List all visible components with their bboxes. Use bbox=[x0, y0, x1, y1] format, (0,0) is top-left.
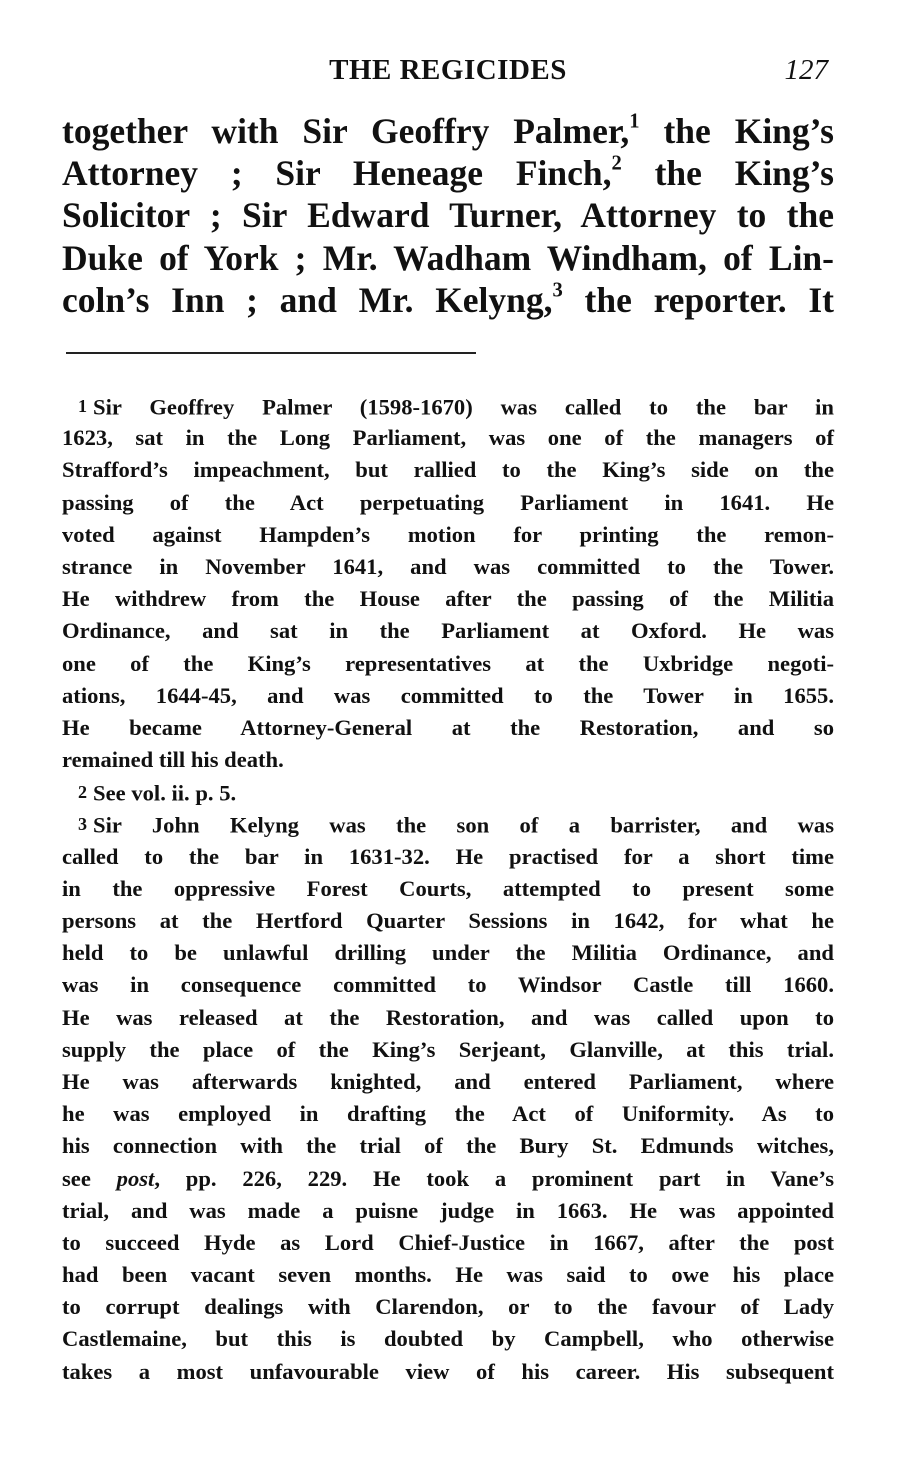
footnote-ref: 3 bbox=[552, 279, 563, 302]
footnote-line: He was afterwards knighted, and entered Parliament, where bbox=[62, 1068, 834, 1094]
footnote-line: Strafford’s impeachment, but rallied to the King’s side on the bbox=[62, 457, 834, 483]
footnote-mark: 2 bbox=[78, 782, 88, 803]
footnote-ref: 2 bbox=[611, 152, 622, 175]
footnote-line: 3 Sir John Kelyng was the son of a barrister, and was bbox=[78, 813, 834, 839]
footnote-line: held to be unlawful drilling under the Militia Ordinance, and bbox=[62, 940, 834, 966]
footnote-line: see post, pp. 226, 229. He took a prominent part in Vane’s bbox=[62, 1165, 835, 1191]
footnote-line: He was released at the Restoration, and was called upon to bbox=[62, 1004, 834, 1030]
main-text-line: Attorney ; Sir Heneage Finch,$^2$ the King’s bbox=[62, 152, 834, 194]
footnote-line: was in consequence committed to Windsor Castle till 1660. bbox=[62, 972, 834, 998]
footnote-line: passing of the Act perpetuating Parliament in 1641. He bbox=[62, 489, 834, 515]
footnote-divider bbox=[66, 352, 476, 354]
main-text-line: Solicitor ; Sir Edward Turner, Attorney to the bbox=[62, 195, 834, 236]
footnotes bbox=[62, 390, 834, 1388]
footnote-line: ations, 1644-45, and was committed to the Tower in 1655. bbox=[62, 682, 834, 708]
footnote-line: 2 See vol. ii. p. 5. bbox=[78, 780, 237, 806]
footnote-line: had been vacant seven months. He was said to owe his place bbox=[62, 1262, 834, 1288]
footnote-line: one of the King’s representatives at the Uxbridge negoti- bbox=[62, 650, 834, 676]
running-head bbox=[62, 52, 834, 88]
footnote-line: Ordinance, and sat in the Parliament at Oxford. He was bbox=[62, 618, 834, 644]
footnote-line: called to the bar in 1631-32. He practised for a short time bbox=[62, 843, 834, 869]
main-text-line: Duke of York ; Mr. Wadham Windham, of Lin- bbox=[62, 237, 834, 278]
footnote-line: supply the place of the King’s Serjeant, Glanville, at this trial. bbox=[62, 1036, 834, 1062]
footnote-line: 1623, sat in the Long Parliament, was one of the managers of bbox=[62, 425, 834, 451]
italic-post: post bbox=[116, 1165, 155, 1191]
running-title: THE REGICIDES bbox=[329, 54, 567, 86]
footnote-ref: 1 bbox=[629, 110, 640, 133]
main-text bbox=[62, 110, 834, 321]
book-page bbox=[62, 0, 834, 1474]
page-number: 127 bbox=[784, 54, 828, 86]
footnote-line: he was employed in drafting the Act of Uniformity. As to bbox=[62, 1101, 834, 1127]
footnote-line: strance in November 1641, and was committed to the Tower. bbox=[62, 553, 834, 579]
footnote-line: his connection with the trial of the Bury St. Edmunds witches, bbox=[62, 1133, 834, 1159]
footnote-line: takes a most unfavourable view of his career. His subsequent bbox=[62, 1358, 834, 1384]
main-text-line: coln’s Inn ; and Mr. Kelyng,$^3$ the reporter. It bbox=[62, 279, 834, 320]
footnote-mark: 3 bbox=[78, 814, 88, 835]
footnote-line: persons at the Hertford Quarter Sessions in 1642, for what he bbox=[62, 908, 834, 933]
footnote-line: He withdrew from the House after the passing of the Militia bbox=[62, 586, 834, 612]
footnote-line: voted against Hampden’s motion for printing the remon- bbox=[62, 521, 834, 547]
footnote-line: Castlemaine, but this is doubted by Campbell, who otherwise bbox=[62, 1326, 834, 1352]
footnote-mark: 1 bbox=[78, 396, 88, 416]
footnote-line: trial, and was made a puisne judge in 1663. He was appointed bbox=[62, 1197, 834, 1223]
footnote-line: in the oppressive Forest Courts, attempted to present some bbox=[62, 875, 834, 901]
footnote-line: remained till his death. bbox=[62, 747, 284, 773]
footnote-line: to corrupt dealings with Clarendon, or to the favour of Lady bbox=[62, 1294, 834, 1320]
main-text-line: together with Sir Geoffry Palmer,$^1$ the King’s bbox=[62, 110, 834, 151]
footnote-line: He became Attorney-General at the Restoration, and so bbox=[62, 714, 834, 740]
footnote-line: to succeed Hyde as Lord Chief-Justice in 1667, after the post bbox=[62, 1229, 834, 1255]
footnote-line: 1 Sir Geoffrey Palmer (1598-1670) was called to the bar in bbox=[78, 394, 834, 420]
